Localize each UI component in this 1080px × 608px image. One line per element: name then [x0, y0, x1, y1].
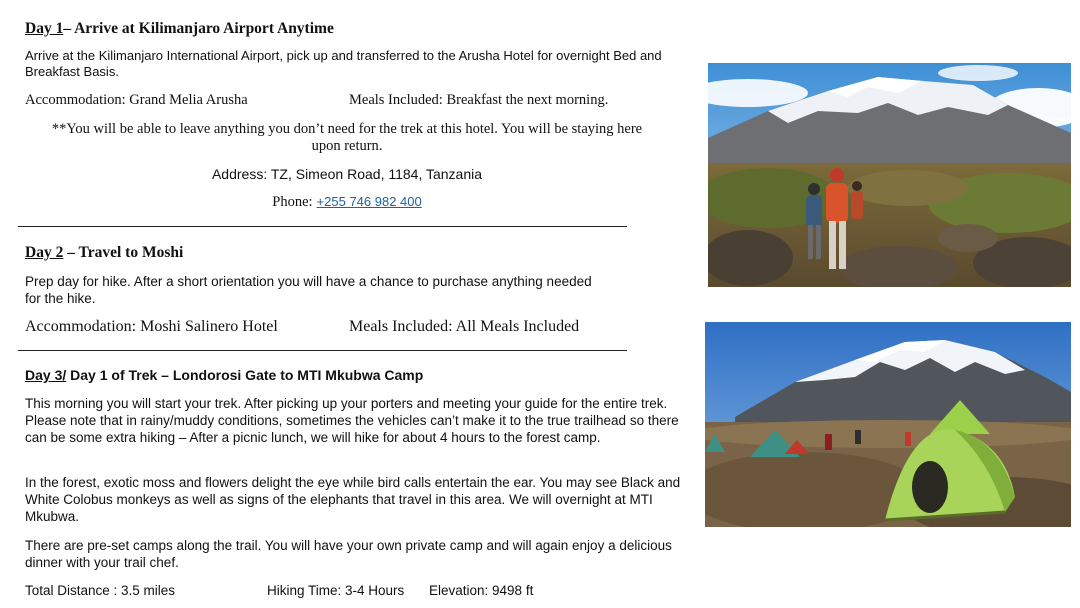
day2-heading-prefix: Day 2	[25, 244, 64, 261]
day3-hiking-time: Hiking Time: 3-4 Hours	[267, 583, 405, 598]
day3-paragraph-3: There are pre-set camps along the trail. You will have your own private camp and will again enjoy a delicious dinner with your trail chef.	[25, 538, 672, 570]
day1-note-line2: upon return.	[311, 138, 383, 154]
day3-distance: Total Distance : 3.5 miles	[25, 583, 176, 598]
divider-day2	[18, 350, 627, 351]
day3-paragraph-2: In the forest, exotic moss and flowers delight the eye while bird calls entertain the ear. You may see Black and White Colobus monkeys as well as signs of the elephants that travel in this area. We will overnight at MTI Mkubwa.	[25, 475, 681, 524]
divider-day1	[18, 226, 627, 227]
day3-heading	[25, 367, 423, 383]
phone-link[interactable]: +255 746 982 400	[316, 194, 422, 209]
day2-heading	[25, 244, 183, 262]
day1-heading-title: – Arrive at Kilimanjaro Airport Anytime	[63, 20, 334, 37]
day2-heading-title: – Travel to Moshi	[63, 244, 184, 261]
day3-elevation: Elevation: 9498 ft	[429, 583, 534, 598]
day1-description: Arrive at the Kilimanjaro International Airport, pick up and transferred to the Arusha Hotel for overnight Bed and Breakfast Basis.	[25, 48, 662, 79]
day2-description: Prep day for hike. After a short orientation you will have a chance to purchase anything needed for the hike.	[25, 274, 592, 306]
day1-heading-prefix: Day 1	[25, 20, 64, 37]
day1-phone	[22, 193, 672, 211]
photo-hikers-kilimanjaro	[708, 63, 1071, 287]
day1-meals: Meals Included: Breakfast the next morning.	[349, 92, 609, 108]
photo-camp-tents	[705, 322, 1071, 527]
day1-phone-label: Phone:	[272, 194, 313, 210]
day1-note	[22, 121, 672, 155]
day1-note-line1: **You will be able to leave anything you don’t need for the trek at this hotel. You will be staying here	[51, 121, 643, 137]
day3-heading-prefix: Day 3/	[25, 367, 67, 383]
day3-heading-title: Day 1 of Trek – Londorosi Gate to MTI Mkubwa Camp	[66, 367, 424, 383]
day1-address: Address: TZ, Simeon Road, 1184, Tanzania	[211, 166, 483, 182]
day2-accommodation: Accommodation: Moshi Salinero Hotel	[25, 318, 278, 335]
day1-accommodation: Accommodation: Grand Melia Arusha	[25, 92, 248, 108]
day3-paragraph-1: This morning you will start your trek. After picking up your porters and meeting your guide for the entire trek. Please note that in rainy/muddy conditions, sometimes the vehicles can’t make it to the true trailhead so there can be some extra hiking – After a picnic lunch, we will hike for about 4 hours to the forest camp.	[25, 396, 679, 445]
day1-heading	[25, 20, 334, 38]
day2-meals: Meals Included: All Meals Included	[349, 318, 580, 335]
